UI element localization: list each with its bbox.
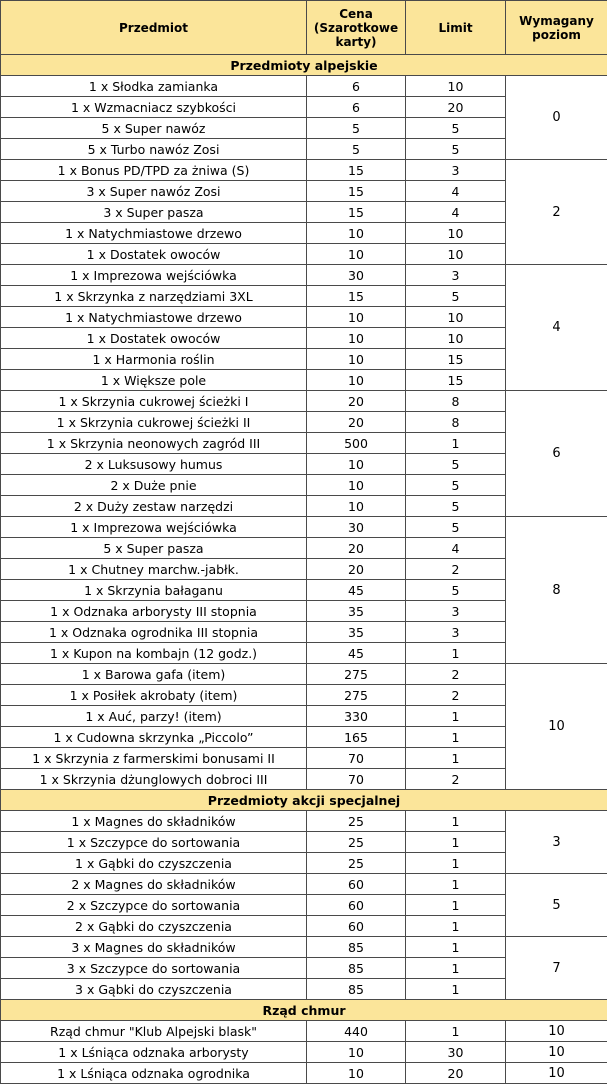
section-title: Przedmioty akcji specjalnej bbox=[1, 790, 607, 811]
limit-cell: 3 bbox=[406, 622, 506, 643]
item-cell: 3 x Super pasza bbox=[1, 202, 307, 223]
level-cell: 8 bbox=[506, 517, 607, 664]
price-cell: 10 bbox=[307, 223, 406, 244]
price-cell: 10 bbox=[307, 244, 406, 265]
limit-cell: 1 bbox=[406, 832, 506, 853]
section-title: Rząd chmur bbox=[1, 1000, 607, 1021]
level-cell: 10 bbox=[506, 1021, 607, 1042]
table-row bbox=[1, 1021, 607, 1042]
level-cell: 7 bbox=[506, 937, 607, 1000]
limit-cell: 1 bbox=[406, 979, 506, 1000]
item-cell: 1 x Skrzynia dżunglowych dobroci III bbox=[1, 769, 307, 790]
limit-cell: 1 bbox=[406, 937, 506, 958]
limit-cell: 10 bbox=[406, 307, 506, 328]
item-cell: 1 x Barowa gafa (item) bbox=[1, 664, 307, 685]
price-cell: 45 bbox=[307, 580, 406, 601]
item-cell: 3 x Gąbki do czyszczenia bbox=[1, 979, 307, 1000]
price-cell: 30 bbox=[307, 517, 406, 538]
item-cell: 2 x Duże pnie bbox=[1, 475, 307, 496]
price-cell: 20 bbox=[307, 412, 406, 433]
item-cell: 1 x Wzmacniacz szybkości bbox=[1, 97, 307, 118]
price-cell: 10 bbox=[307, 454, 406, 475]
limit-cell: 1 bbox=[406, 895, 506, 916]
item-cell: 1 x Skrzynka z narzędziami 3XL bbox=[1, 286, 307, 307]
price-cell: 275 bbox=[307, 685, 406, 706]
limit-cell: 5 bbox=[406, 118, 506, 139]
item-cell: 1 x Natychmiastowe drzewo bbox=[1, 223, 307, 244]
price-cell: 15 bbox=[307, 202, 406, 223]
table-body bbox=[1, 55, 607, 1084]
limit-cell: 5 bbox=[406, 496, 506, 517]
section-row bbox=[1, 1000, 607, 1021]
table-row bbox=[1, 391, 607, 412]
limit-cell: 1 bbox=[406, 874, 506, 895]
section-row bbox=[1, 55, 607, 76]
level-cell: 10 bbox=[506, 1042, 607, 1063]
price-cell: 70 bbox=[307, 769, 406, 790]
limit-cell: 30 bbox=[406, 1042, 506, 1063]
item-cell: 1 x Cudowna skrzynka „Piccolo” bbox=[1, 727, 307, 748]
limit-cell: 5 bbox=[406, 580, 506, 601]
table-row bbox=[1, 1042, 607, 1063]
item-cell: 1 x Auć, parzy! (item) bbox=[1, 706, 307, 727]
limit-cell: 1 bbox=[406, 727, 506, 748]
table-row bbox=[1, 76, 607, 97]
limit-cell: 3 bbox=[406, 265, 506, 286]
item-cell: 1 x Dostatek owoców bbox=[1, 244, 307, 265]
limit-cell: 3 bbox=[406, 601, 506, 622]
level-cell: 5 bbox=[506, 874, 607, 937]
price-cell: 45 bbox=[307, 643, 406, 664]
item-cell: 1 x Dostatek owoców bbox=[1, 328, 307, 349]
item-cell: Rząd chmur "Klub Alpejski blask" bbox=[1, 1021, 307, 1042]
level-cell: 4 bbox=[506, 265, 607, 391]
limit-cell: 20 bbox=[406, 97, 506, 118]
header-level: Wymagany poziom bbox=[506, 1, 607, 55]
price-cell: 60 bbox=[307, 916, 406, 937]
section-row bbox=[1, 790, 607, 811]
table-row bbox=[1, 811, 607, 832]
limit-cell: 1 bbox=[406, 706, 506, 727]
price-cell: 15 bbox=[307, 160, 406, 181]
level-cell: 2 bbox=[506, 160, 607, 265]
item-cell: 1 x Słodka zamianka bbox=[1, 76, 307, 97]
price-cell: 20 bbox=[307, 559, 406, 580]
header-row bbox=[1, 1, 607, 55]
level-cell: 0 bbox=[506, 76, 607, 160]
price-cell: 15 bbox=[307, 286, 406, 307]
item-cell: 1 x Imprezowa wejściówka bbox=[1, 517, 307, 538]
item-cell: 1 x Posiłek akrobaty (item) bbox=[1, 685, 307, 706]
level-cell: 10 bbox=[506, 664, 607, 790]
limit-cell: 15 bbox=[406, 349, 506, 370]
price-cell: 70 bbox=[307, 748, 406, 769]
limit-cell: 5 bbox=[406, 517, 506, 538]
section-title: Przedmioty alpejskie bbox=[1, 55, 607, 76]
item-cell: 2 x Gąbki do czyszczenia bbox=[1, 916, 307, 937]
item-cell: 2 x Luksusowy humus bbox=[1, 454, 307, 475]
table-row bbox=[1, 874, 607, 895]
limit-cell: 1 bbox=[406, 643, 506, 664]
item-cell: 1 x Natychmiastowe drzewo bbox=[1, 307, 307, 328]
price-cell: 35 bbox=[307, 601, 406, 622]
limit-cell: 1 bbox=[406, 958, 506, 979]
table-row bbox=[1, 1063, 607, 1084]
limit-cell: 2 bbox=[406, 559, 506, 580]
item-cell: 1 x Kupon na kombajn (12 godz.) bbox=[1, 643, 307, 664]
item-cell: 1 x Skrzynia cukrowej ścieżki I bbox=[1, 391, 307, 412]
price-cell: 500 bbox=[307, 433, 406, 454]
price-cell: 85 bbox=[307, 937, 406, 958]
limit-cell: 3 bbox=[406, 160, 506, 181]
price-cell: 10 bbox=[307, 475, 406, 496]
price-cell: 10 bbox=[307, 370, 406, 391]
item-cell: 2 x Magnes do składników bbox=[1, 874, 307, 895]
item-cell: 1 x Większe pole bbox=[1, 370, 307, 391]
item-cell: 2 x Szczypce do sortowania bbox=[1, 895, 307, 916]
limit-cell: 1 bbox=[406, 811, 506, 832]
item-cell: 1 x Bonus PD/TPD za żniwa (S) bbox=[1, 160, 307, 181]
level-cell: 3 bbox=[506, 811, 607, 874]
table-header bbox=[1, 1, 607, 55]
price-cell: 10 bbox=[307, 1063, 406, 1084]
limit-cell: 8 bbox=[406, 391, 506, 412]
limit-cell: 20 bbox=[406, 1063, 506, 1084]
limit-cell: 5 bbox=[406, 454, 506, 475]
price-cell: 85 bbox=[307, 979, 406, 1000]
price-cell: 25 bbox=[307, 853, 406, 874]
limit-cell: 2 bbox=[406, 685, 506, 706]
limit-cell: 5 bbox=[406, 139, 506, 160]
limit-cell: 5 bbox=[406, 286, 506, 307]
limit-cell: 15 bbox=[406, 370, 506, 391]
price-cell: 10 bbox=[307, 349, 406, 370]
table-row bbox=[1, 517, 607, 538]
item-cell: 1 x Odznaka arborysty III stopnia bbox=[1, 601, 307, 622]
header-limit: Limit bbox=[406, 1, 506, 55]
price-cell: 25 bbox=[307, 832, 406, 853]
table-row bbox=[1, 265, 607, 286]
price-cell: 30 bbox=[307, 265, 406, 286]
table-row bbox=[1, 664, 607, 685]
level-cell: 6 bbox=[506, 391, 607, 517]
limit-cell: 10 bbox=[406, 328, 506, 349]
item-cell: 1 x Skrzynia cukrowej ścieżki II bbox=[1, 412, 307, 433]
item-cell: 1 x Magnes do składników bbox=[1, 811, 307, 832]
item-cell: 5 x Super pasza bbox=[1, 538, 307, 559]
limit-cell: 8 bbox=[406, 412, 506, 433]
price-cell: 5 bbox=[307, 139, 406, 160]
item-cell: 3 x Szczypce do sortowania bbox=[1, 958, 307, 979]
item-cell: 1 x Lśniąca odznaka arborysty bbox=[1, 1042, 307, 1063]
table-row bbox=[1, 937, 607, 958]
limit-cell: 5 bbox=[406, 475, 506, 496]
level-cell: 10 bbox=[506, 1063, 607, 1084]
price-cell: 10 bbox=[307, 1042, 406, 1063]
price-cell: 10 bbox=[307, 328, 406, 349]
price-cell: 6 bbox=[307, 76, 406, 97]
header-item: Przedmiot bbox=[1, 1, 307, 55]
price-cell: 35 bbox=[307, 622, 406, 643]
limit-cell: 1 bbox=[406, 433, 506, 454]
price-cell: 60 bbox=[307, 895, 406, 916]
limit-cell: 10 bbox=[406, 223, 506, 244]
price-cell: 60 bbox=[307, 874, 406, 895]
limit-cell: 2 bbox=[406, 664, 506, 685]
price-cell: 25 bbox=[307, 811, 406, 832]
limit-cell: 1 bbox=[406, 748, 506, 769]
item-cell: 5 x Turbo nawóz Zosi bbox=[1, 139, 307, 160]
item-cell: 1 x Skrzynia neonowych zagród III bbox=[1, 433, 307, 454]
item-cell: 1 x Skrzynia z farmerskimi bonusami II bbox=[1, 748, 307, 769]
price-cell: 10 bbox=[307, 307, 406, 328]
limit-cell: 2 bbox=[406, 769, 506, 790]
item-cell: 2 x Duży zestaw narzędzi bbox=[1, 496, 307, 517]
item-cell: 1 x Harmonia roślin bbox=[1, 349, 307, 370]
price-cell: 15 bbox=[307, 181, 406, 202]
item-cell: 1 x Szczypce do sortowania bbox=[1, 832, 307, 853]
price-cell: 440 bbox=[307, 1021, 406, 1042]
limit-cell: 1 bbox=[406, 1021, 506, 1042]
limit-cell: 4 bbox=[406, 538, 506, 559]
price-cell: 20 bbox=[307, 391, 406, 412]
item-cell: 1 x Imprezowa wejściówka bbox=[1, 265, 307, 286]
item-cell: 1 x Gąbki do czyszczenia bbox=[1, 853, 307, 874]
limit-cell: 10 bbox=[406, 76, 506, 97]
price-cell: 6 bbox=[307, 97, 406, 118]
item-cell: 5 x Super nawóz bbox=[1, 118, 307, 139]
limit-cell: 4 bbox=[406, 202, 506, 223]
price-cell: 275 bbox=[307, 664, 406, 685]
item-cell: 1 x Skrzynia bałaganu bbox=[1, 580, 307, 601]
item-cell: 1 x Odznaka ogrodnika III stopnia bbox=[1, 622, 307, 643]
limit-cell: 1 bbox=[406, 916, 506, 937]
price-cell: 5 bbox=[307, 118, 406, 139]
limit-cell: 10 bbox=[406, 244, 506, 265]
item-cell: 1 x Lśniąca odznaka ogrodnika bbox=[1, 1063, 307, 1084]
table-row bbox=[1, 160, 607, 181]
price-cell: 20 bbox=[307, 538, 406, 559]
item-cell: 1 x Chutney marchw.-jabłk. bbox=[1, 559, 307, 580]
price-cell: 10 bbox=[307, 496, 406, 517]
item-cell: 3 x Magnes do składników bbox=[1, 937, 307, 958]
price-cell: 330 bbox=[307, 706, 406, 727]
limit-cell: 1 bbox=[406, 853, 506, 874]
price-cell: 165 bbox=[307, 727, 406, 748]
price-cell: 85 bbox=[307, 958, 406, 979]
limit-cell: 4 bbox=[406, 181, 506, 202]
header-price: Cena (Szarotkowe karty) bbox=[307, 1, 406, 55]
item-cell: 3 x Super nawóz Zosi bbox=[1, 181, 307, 202]
